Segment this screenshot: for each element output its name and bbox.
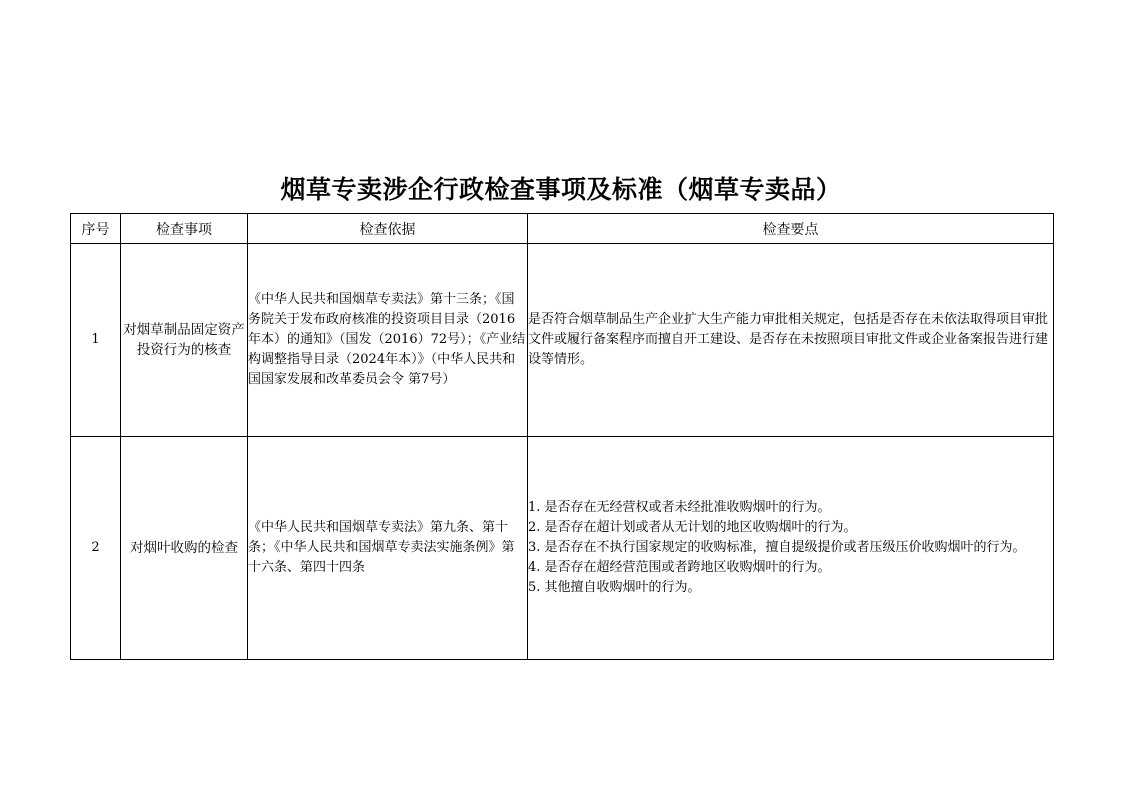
header-item: 检查事项 — [121, 214, 248, 244]
table-header-row — [71, 214, 1054, 244]
header-basis: 检查依据 — [248, 214, 528, 244]
check-point: 是否符合烟草制品生产企业扩大生产能力审批相关规定，包括是否存在未依法取得项目审批文件或履行备案程序而擅自开工建设、是否存在未按照项目审批文件或企业备案报告进行建设等情形。 — [528, 312, 1049, 367]
check-point: 1. 是否存在无经营权或者未经批准收购烟叶的行为。 — [528, 500, 831, 515]
check-point: 4. 是否存在超经营范围或者跨地区收购烟叶的行为。 — [528, 560, 831, 575]
header-points: 检查要点 — [528, 214, 1054, 244]
check-point: 5. 其他擅自收购烟叶的行为。 — [528, 580, 701, 595]
row-points — [528, 437, 1054, 660]
check-point: 2. 是否存在超计划或者从无计划的地区收购烟叶的行为。 — [528, 520, 857, 535]
row-basis: 《中华人民共和国烟草专卖法》第十三条；《国务院关于发布政府核准的投资项目目录（2016年本）的通知》（国发（2016）72号）；《产业结构调整指导目录（2024年本）》（中华人民共和国国家发展和改革委员会令 第7号） — [248, 244, 528, 437]
row-points — [528, 244, 1054, 437]
check-point: 3. 是否存在不执行国家规定的收购标准，擅自提级提价或者压级压价收购烟叶的行为。 — [528, 540, 1026, 555]
row-seq: 1 — [71, 244, 121, 437]
inspection-table — [70, 213, 1054, 660]
header-seq: 序号 — [71, 214, 121, 244]
table-row — [71, 244, 1054, 437]
row-item: 对烟草制品固定资产投资行为的核查 — [121, 244, 248, 437]
table-row — [71, 437, 1054, 660]
row-seq: 2 — [71, 437, 121, 660]
row-item: 对烟叶收购的检查 — [121, 437, 248, 660]
page-title: 烟草专卖涉企行政检查事项及标准（烟草专卖品） — [280, 175, 842, 204]
row-basis: 《中华人民共和国烟草专卖法》第九条、第十条；《中华人民共和国烟草专卖法实施条例》第十六条、第四十四条 — [248, 437, 528, 660]
